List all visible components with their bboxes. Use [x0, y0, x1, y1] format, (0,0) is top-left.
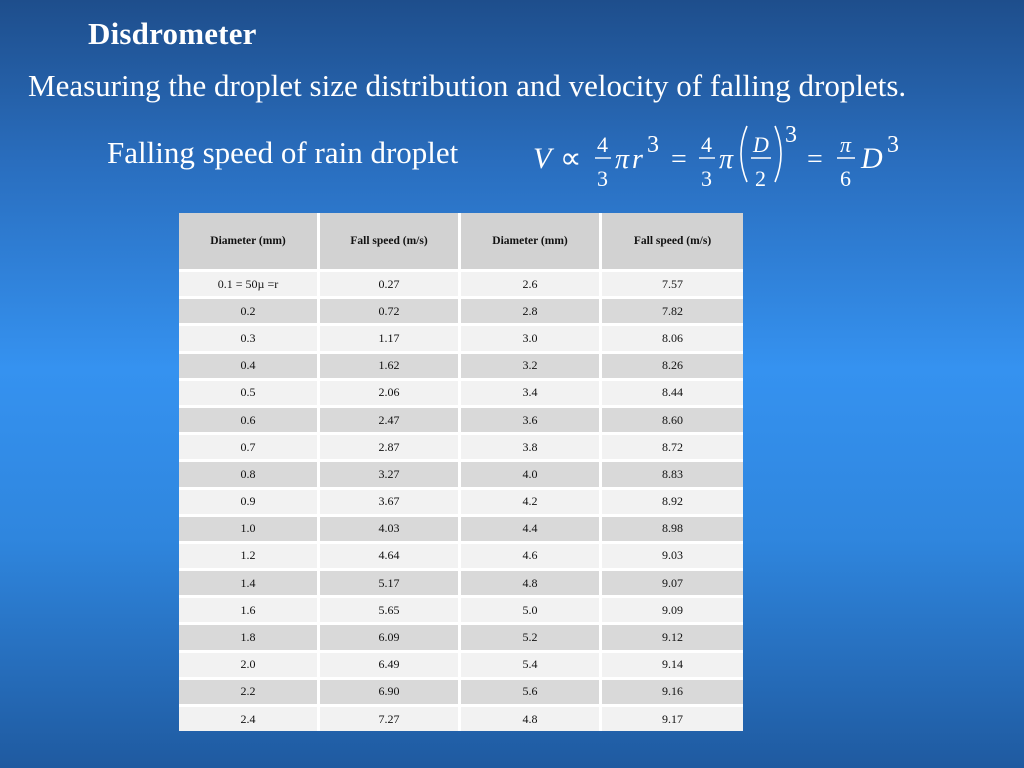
cell-diameter-2: 2.8 [461, 299, 602, 326]
table-row [179, 354, 743, 381]
fall-speed-table [179, 213, 743, 731]
formula-label: Falling speed of rain droplet [107, 135, 459, 170]
cell-fall-speed-2: 9.17 [602, 707, 743, 731]
formula-exp1: 3 [647, 132, 659, 158]
cell-fall-speed-1: 7.27 [320, 707, 461, 731]
cell-diameter-1: 1.8 [179, 625, 320, 652]
formula-frac3-num: D [753, 132, 769, 157]
formula-r: r [632, 144, 643, 175]
cell-fall-speed-2: 8.83 [602, 462, 743, 489]
cell-fall-speed-1: 4.64 [320, 544, 461, 571]
cell-diameter-2: 3.8 [461, 435, 602, 462]
cell-fall-speed-1: 2.87 [320, 435, 461, 462]
formula-frac2-num: 4 [701, 132, 712, 157]
cell-diameter-1: 0.3 [179, 326, 320, 353]
cell-diameter-1: 1.0 [179, 517, 320, 544]
cell-fall-speed-1: 1.17 [320, 326, 461, 353]
cell-diameter-1: 0.8 [179, 462, 320, 489]
formula-left-paren [741, 126, 747, 182]
cell-diameter-2: 3.0 [461, 326, 602, 353]
header-fall-speed-1: Fall speed (m/s) [320, 213, 461, 272]
cell-fall-speed-2: 8.06 [602, 326, 743, 353]
formula-equals2: = [807, 144, 823, 175]
cell-fall-speed-1: 2.47 [320, 408, 461, 435]
cell-diameter-2: 2.6 [461, 272, 602, 299]
cell-diameter-1: 0.5 [179, 381, 320, 408]
cell-diameter-2: 4.2 [461, 490, 602, 517]
cell-fall-speed-2: 8.44 [602, 381, 743, 408]
cell-fall-speed-2: 8.98 [602, 517, 743, 544]
cell-fall-speed-2: 9.09 [602, 598, 743, 625]
cell-fall-speed-2: 9.03 [602, 544, 743, 571]
formula-equals1: = [671, 144, 687, 175]
table-row [179, 381, 743, 408]
table-row [179, 272, 743, 299]
cell-fall-speed-1: 5.65 [320, 598, 461, 625]
cell-fall-speed-2: 8.92 [602, 490, 743, 517]
table-row [179, 625, 743, 652]
cell-diameter-1: 1.4 [179, 571, 320, 598]
formula-frac1-num: 4 [597, 132, 608, 157]
cell-fall-speed-2: 9.07 [602, 571, 743, 598]
cell-diameter-1: 2.0 [179, 653, 320, 680]
formula-frac1-den: 3 [597, 166, 608, 191]
cell-fall-speed-1: 6.49 [320, 653, 461, 680]
header-diameter-2: Diameter (mm) [461, 213, 602, 272]
cell-fall-speed-1: 1.62 [320, 354, 461, 381]
table-row [179, 326, 743, 353]
slide-subtitle: Measuring the droplet size distribution and velocity of falling droplets. [28, 68, 907, 103]
table-row [179, 299, 743, 326]
formula-pi2: π [719, 144, 734, 175]
formula-proportional: ∝ [560, 142, 582, 175]
cell-diameter-1: 0.9 [179, 490, 320, 517]
cell-diameter-1: 0.6 [179, 408, 320, 435]
cell-diameter-2: 4.8 [461, 571, 602, 598]
cell-fall-speed-1: 0.72 [320, 299, 461, 326]
table-row [179, 490, 743, 517]
cell-fall-speed-1: 4.03 [320, 517, 461, 544]
table-row [179, 680, 743, 707]
cell-diameter-2: 4.8 [461, 707, 602, 731]
table-body [179, 272, 743, 731]
cell-diameter-1: 0.7 [179, 435, 320, 462]
formula-frac4-den: 6 [840, 166, 851, 191]
formula-frac2-den: 3 [701, 166, 712, 191]
cell-diameter-1: 0.1 = 50µ =r [179, 272, 320, 299]
fall-speed-table-container [179, 213, 743, 731]
formula-v: V [533, 142, 552, 175]
header-fall-speed-2: Fall speed (m/s) [602, 213, 743, 272]
cell-diameter-2: 5.2 [461, 625, 602, 652]
cell-fall-speed-1: 3.67 [320, 490, 461, 517]
cell-fall-speed-2: 9.16 [602, 680, 743, 707]
cell-fall-speed-2: 8.72 [602, 435, 743, 462]
cell-diameter-1: 0.4 [179, 354, 320, 381]
header-diameter-1: Diameter (mm) [179, 213, 320, 272]
cell-fall-speed-2: 9.12 [602, 625, 743, 652]
cell-fall-speed-2: 7.82 [602, 299, 743, 326]
table-row [179, 571, 743, 598]
cell-diameter-2: 4.4 [461, 517, 602, 544]
cell-fall-speed-1: 6.09 [320, 625, 461, 652]
cell-diameter-2: 5.4 [461, 653, 602, 680]
cell-diameter-2: 5.6 [461, 680, 602, 707]
table-header-row [179, 213, 743, 272]
cell-fall-speed-1: 5.17 [320, 571, 461, 598]
table-row [179, 408, 743, 435]
cell-diameter-2: 5.0 [461, 598, 602, 625]
cell-fall-speed-2: 8.60 [602, 408, 743, 435]
cell-diameter-1: 1.6 [179, 598, 320, 625]
cell-diameter-2: 3.6 [461, 408, 602, 435]
cell-diameter-2: 4.0 [461, 462, 602, 489]
table-row [179, 544, 743, 571]
cell-diameter-1: 1.2 [179, 544, 320, 571]
cell-fall-speed-1: 0.27 [320, 272, 461, 299]
fall-speed-formula [525, 120, 920, 200]
table-row [179, 462, 743, 489]
cell-diameter-2: 4.6 [461, 544, 602, 571]
table-row [179, 517, 743, 544]
slide-title: Disdrometer [88, 16, 257, 51]
formula-exp2: 3 [785, 122, 797, 148]
cell-diameter-2: 3.4 [461, 381, 602, 408]
cell-diameter-1: 2.2 [179, 680, 320, 707]
formula-right-paren [775, 126, 781, 182]
cell-diameter-2: 3.2 [461, 354, 602, 381]
cell-diameter-1: 0.2 [179, 299, 320, 326]
formula-pi1: π [615, 144, 630, 175]
formula-frac4-num: π [840, 132, 852, 157]
formula-d: D [861, 142, 883, 175]
table-row [179, 653, 743, 680]
table-row [179, 707, 743, 731]
cell-fall-speed-1: 3.27 [320, 462, 461, 489]
cell-fall-speed-2: 7.57 [602, 272, 743, 299]
cell-fall-speed-1: 6.90 [320, 680, 461, 707]
table-row [179, 435, 743, 462]
table-row [179, 598, 743, 625]
cell-fall-speed-2: 9.14 [602, 653, 743, 680]
cell-fall-speed-2: 8.26 [602, 354, 743, 381]
cell-diameter-1: 2.4 [179, 707, 320, 731]
formula-frac3-den: 2 [755, 166, 766, 191]
cell-fall-speed-1: 2.06 [320, 381, 461, 408]
formula-exp3: 3 [887, 132, 899, 158]
